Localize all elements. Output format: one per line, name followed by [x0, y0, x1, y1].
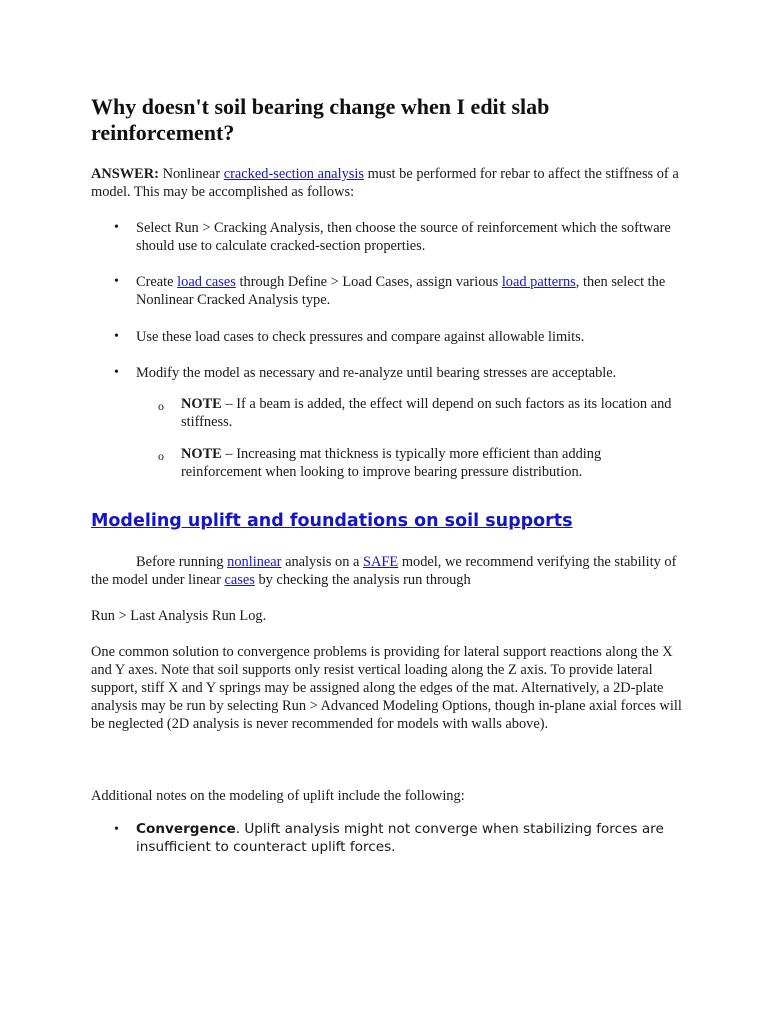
step-item	[136, 273, 681, 309]
paragraph-text: by checking the analysis run through	[254, 572, 471, 588]
safe-link[interactable]: SAFE	[363, 554, 399, 570]
note-label: NOTE	[181, 446, 222, 462]
note-label: NOTE	[181, 396, 222, 412]
answer-text-post: must be performed for rebar to affect the stiffness of a model. This may be accomplished as follows:	[91, 166, 679, 200]
note-text: . Uplift analysis might not converge when stabilizing forces are insufficient to counteract uplift forces.	[136, 821, 664, 855]
cracked-section-analysis-link[interactable]: cracked-section analysis	[223, 166, 364, 182]
cases-link[interactable]: cases	[224, 572, 255, 588]
paragraph: Run > Last Analysis Run Log.	[91, 608, 267, 624]
answer-label: ANSWER:	[91, 166, 159, 182]
bullet-icon: •	[114, 365, 119, 380]
note-item	[181, 395, 681, 431]
load-cases-link[interactable]: load cases	[177, 274, 236, 290]
paragraph	[91, 553, 691, 589]
paragraph: One common solution to convergence problems is providing for lateral support reactions along the X and Y axes. Note that soil supports only resist vertical loading along the Z axis. To provide lateral support, stiff X and Y springs may be assigned along the edges of the mat. Alternatively, a 2D-plate analysis may be run by selecting Run > Advanced Modeling Options, though in-plane axial forces will be neglected (2D analysis is never recommended for models with walls above).	[91, 644, 682, 732]
paragraph: Additional notes on the modeling of uplift include the following:	[91, 788, 465, 804]
step-item: Select Run > Cracking Analysis, then choose the source of reinforcement which the software should use to calculate cracked-section properties.	[136, 220, 671, 254]
paragraph-text: Before running	[136, 554, 228, 570]
sub-bullet-icon: o	[158, 399, 164, 413]
bullet-icon: •	[114, 329, 119, 344]
note-item	[181, 445, 681, 481]
step-item: Use these load cases to check pressures and compare against allowable limits.	[136, 329, 585, 345]
paragraph-text: analysis on a	[281, 554, 364, 570]
step-text: , then select the Nonlinear Cracked Analysis type.	[136, 274, 666, 308]
step-text: Create	[136, 274, 178, 290]
bullet-icon: •	[114, 274, 119, 289]
answer-paragraph	[91, 165, 691, 201]
section-heading-link[interactable]: Modeling uplift and foundations on soil supports	[91, 511, 573, 531]
answer-text-pre: Nonlinear	[158, 166, 224, 182]
load-patterns-link[interactable]: load patterns	[501, 274, 576, 290]
nonlinear-link[interactable]: nonlinear	[227, 554, 282, 570]
step-item: Modify the model as necessary and re-analyze until bearing stresses are acceptable.	[136, 365, 617, 381]
note-label: Convergence	[136, 821, 236, 837]
bullet-icon: •	[114, 220, 119, 235]
sub-bullet-icon: o	[158, 449, 164, 463]
note-text: – Increasing mat thickness is typically more efficient than adding reinforcement when looking to improve bearing pressure distribution.	[181, 446, 602, 480]
page-title: Why doesn't soil bearing change when I edit slab reinforcement?	[91, 94, 550, 145]
uplift-note-item	[136, 820, 681, 856]
bullet-icon: •	[114, 822, 119, 837]
note-text: – If a beam is added, the effect will depend on such factors as its location and stiffness.	[181, 396, 672, 430]
paragraph-text: model, we recommend verifying the stability of the model under linear	[91, 554, 677, 588]
step-text: through Define > Load Cases, assign various	[235, 274, 502, 290]
